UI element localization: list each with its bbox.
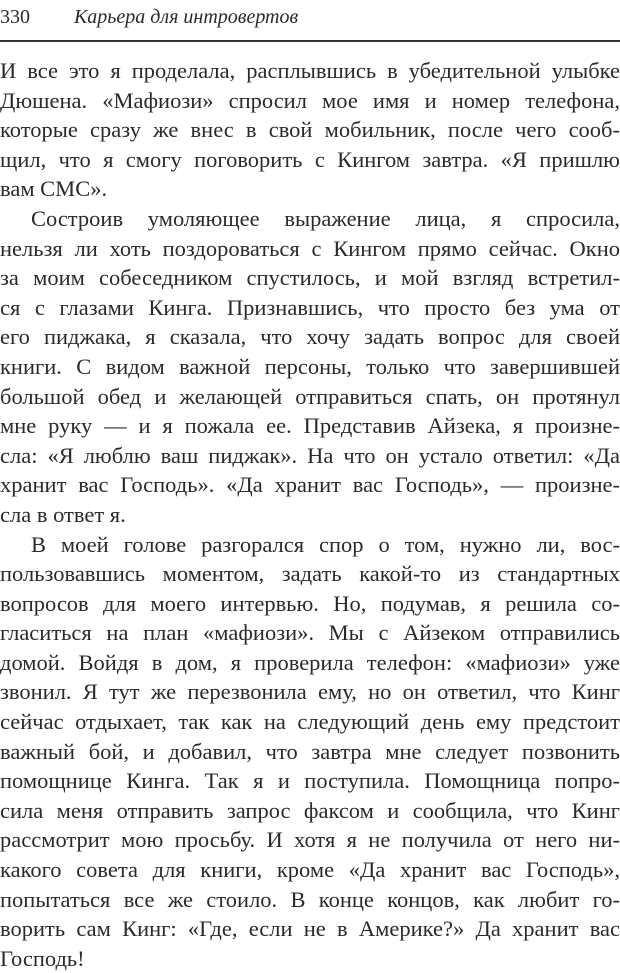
body-text: [0, 56, 620, 973]
text-line: какого совета для книги, кроме «Да хранит вас Господь»,: [0, 855, 620, 885]
text-line: Состроив умоляющее выражение лица, я спросила,: [0, 204, 620, 234]
text-line: которые сразу же внес в свой мобильник, после чего сооб-: [0, 115, 620, 145]
text-line: домой. Войдя в дом, я проверила телефон: «мафиози» уже: [0, 648, 620, 678]
page-header: [0, 4, 620, 42]
text-line: И все это я проделала, расплывшись в убедительной улыбке: [0, 56, 620, 86]
text-line: книги. С видом важной персоны, только что завершившей: [0, 352, 620, 382]
text-line: рассмотрит мою просьбу. И хотя я не получила от него ни-: [0, 825, 620, 855]
paragraph: [0, 204, 620, 530]
text-line: важный бой, и добавил, что завтра мне следует позвонить: [0, 737, 620, 767]
text-line: ворить сам Кинг: «Где, если не в Америке?» Да хранит вас: [0, 914, 620, 944]
text-line: мне руку — и я пожала ее. Представив Айзека, я произне-: [0, 411, 620, 441]
text-line: хранит вас Господь». «Да хранит вас Господь», — произне-: [0, 470, 620, 500]
text-line: вопросов для моего интервью. Но, подумав, я решила со-: [0, 589, 620, 619]
text-line: сла: «Я люблю ваш пиджак». На что он устало ответил: «Да: [0, 441, 620, 471]
text-line: большой обед и желающей отправиться спать, он протянул: [0, 382, 620, 412]
text-line: звонил. Я тут же перезвонила ему, но он ответил, что Кинг: [0, 677, 620, 707]
text-line: пользовавшись моментом, задать какой-то из стандартных: [0, 559, 620, 589]
text-line: гласиться на план «мафиози». Мы с Айзеком отправились: [0, 618, 620, 648]
text-line: нельзя ли хоть поздороваться с Кингом прямо сейчас. Окно: [0, 234, 620, 264]
text-line: сейчас отдыхает, так как на следующий день ему предстоит: [0, 707, 620, 737]
text-line: Господь!: [0, 944, 620, 973]
text-line: вам СМС».: [0, 174, 620, 204]
text-line: сла в ответ я.: [0, 500, 620, 530]
text-line: ся с глазами Кинга. Признавшись, что просто без ума от: [0, 293, 620, 323]
text-line: щил, что я смогу поговорить с Кингом завтра. «Я пришлю: [0, 145, 620, 175]
text-line: его пиджака, я сказала, что хочу задать вопрос для своей: [0, 322, 620, 352]
paragraph: [0, 56, 620, 204]
text-line: попытаться все же стоило. В конце концов, как любит го-: [0, 885, 620, 915]
paragraph: [0, 530, 620, 973]
text-line: сила меня отправить запрос факсом и сообщила, что Кинг: [0, 796, 620, 826]
running-title: Карьера для интровертов: [74, 6, 298, 29]
text-line: за моим собеседником спустилось, и мой взгляд встретил-: [0, 263, 620, 293]
page-number: 330: [0, 6, 30, 29]
text-line: В моей голове разгорался спор о том, нужно ли, вос-: [0, 530, 620, 560]
text-line: помощнице Кинга. Так я и поступила. Помощница попро-: [0, 766, 620, 796]
text-line: Дюшена. «Мафиози» спросил мое имя и номер телефона,: [0, 86, 620, 116]
